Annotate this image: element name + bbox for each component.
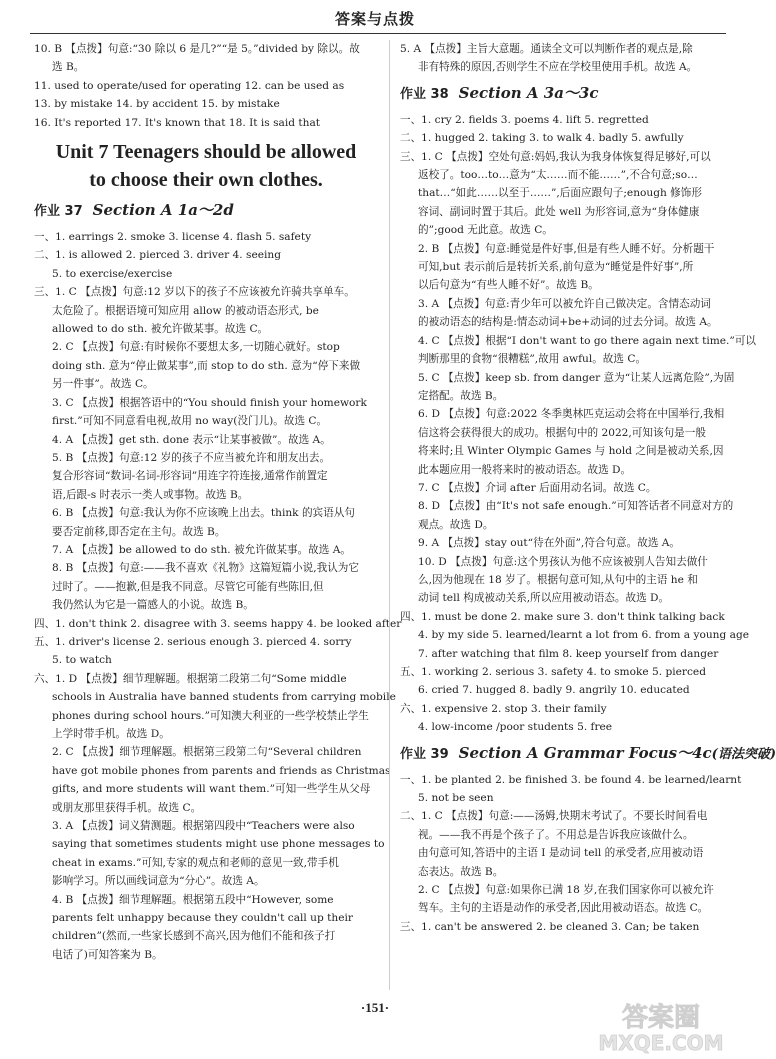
- answer-line: 观点。故选 D。: [418, 518, 494, 531]
- answer-line: 10. B 【点拨】句意:“30 除以 6 是几?”“是 5。”divided by 除以。故: [34, 43, 360, 55]
- answer-line: 影响学习。所以画线词意为“分心”。故选 A。: [52, 875, 265, 888]
- section-heading: [34, 200, 378, 222]
- answer-line: 3. A 【点拨】词义猜测题。根据第四段中“Teachers were also: [52, 820, 355, 833]
- answer-line: first.”可知不同意看电视,故用 no way(没门儿)。故选 C。: [52, 415, 328, 428]
- answer-line: 四、1. don't think 2. disagree with 3. seems happy 4. be looked after: [34, 617, 402, 630]
- answer-line: 4. B 【点拨】细节理解题。根据第五段中“However, some: [52, 893, 334, 906]
- answer-line: 五、1. driver's license 2. serious enough 3. pierced 4. sorry: [34, 635, 352, 648]
- answer-line: 二、1. C 【点拨】句意:——汤姆,快期末考试了。不要长时间看电: [400, 810, 708, 823]
- right-column: [400, 40, 776, 936]
- header-title: 答案与点拨: [334, 10, 415, 28]
- section-heading: [400, 83, 726, 105]
- answer-line: 五、1. working 2. serious 3. safety 4. to smoke 5. pierced: [400, 666, 706, 678]
- answer-line: cheat in exams.”可知,专家的观点和老师的意见一致,带手机: [52, 856, 339, 869]
- answer-line: 六、1. expensive 2. stop 3. their family: [400, 702, 607, 715]
- answer-line: 态表达。故选 B。: [418, 865, 504, 878]
- answer-line: 4. low-income /poor students 5. free: [418, 721, 613, 734]
- answer-line: 信这将会获得很大的成功。根据句中的 2022,可知该句是一般: [418, 426, 706, 439]
- section-subtitle: (语法突破): [711, 746, 776, 762]
- answer-line: 返校了。too…to…意为“太……而不能……”,不合句意;so…: [418, 169, 698, 182]
- page-header: [0, 0, 750, 34]
- answer-line: 8. B 【点拨】句意:——我不喜欢《礼物》这篇短篇小说,我认为它: [52, 562, 359, 575]
- answer-line: 判断那里的食物“很糟糕”,故用 awful。故选 C。: [418, 353, 647, 366]
- answer-line: 2. C 【点拨】句意:如果你已满 18 岁,在我们国家你可以被允许: [418, 884, 714, 897]
- answer-line: 2. C 【点拨】细节理解题。根据第三段第二句“Several children: [52, 746, 362, 759]
- answer-line: 选 B。: [52, 61, 85, 74]
- answer-line: 四、1. must be done 2. make sure 3. don't think talking back: [400, 610, 725, 623]
- answer-line: phones during school hours.”可知澳大利亚的一些学校禁止学生: [52, 709, 369, 722]
- answer-line: 4. C 【点拨】根据“I don't want to go there again next time.”可以: [418, 334, 757, 347]
- watermark-line1: 答案圈: [621, 1003, 701, 1033]
- page-number: ·151·: [360, 1000, 390, 1015]
- section-heading: [400, 743, 776, 765]
- answer-line: children”(然而,一些家长感到不高兴,因为他们不能和孩子打: [52, 930, 336, 943]
- assignment-number: 作业 39: [400, 746, 449, 762]
- answer-line: 可知,but 表示前后是转折关系,前句意为“睡觉是件好事”,所: [418, 261, 694, 274]
- answer-line: 3. C 【点拨】根据答语中的“You should finish your homework: [52, 396, 367, 409]
- assignment-number: 作业 37: [34, 204, 83, 220]
- answer-line: 驾车。主句的主语是动作的承受者,因此用被动语态。故选 C。: [418, 902, 709, 915]
- answer-line: saying that sometimes students might use phone messages to: [52, 838, 385, 851]
- unit-title-line: Unit 7 Teenagers should be allowed: [55, 141, 357, 164]
- answer-line: 2. B 【点拨】句意:睡觉是件好事,但是有些人睡不好。分析题干: [418, 242, 715, 255]
- answer-line: 11. used to operate/used for operating 12. can be used as: [34, 79, 345, 92]
- answer-line: 要否定前移,即否定在主句。故选 B。: [52, 525, 226, 538]
- left-column: [34, 40, 402, 964]
- answer-line: 太危险了。根据语境可知应用 allow 的被动语态形式, be: [52, 304, 319, 317]
- answer-line: gifts, and more students will want them.”可知一些学生从父母: [52, 783, 371, 796]
- answer-line: 2. C 【点拨】句意:有时候你不要想太多,一切随心就好。stop: [52, 341, 340, 354]
- answer-line: parents felt unhappy because they couldn't call up their: [52, 912, 353, 925]
- answer-line: 由句意可知,答语中的主语 I 是动词 tell 的承受者,应用被动语: [418, 847, 704, 860]
- answer-line: 6. cried 7. hugged 8. badly 9. angrily 10. educated: [418, 684, 690, 697]
- answer-line: 5. B 【点拨】句意:12 岁的孩子不应当被允许和朋友出去。: [52, 451, 331, 464]
- answer-line: 一、1. cry 2. fields 3. poems 4. lift 5. regretted: [400, 113, 649, 126]
- answer-line: 定搭配。故选 B。: [418, 389, 504, 402]
- answer-line: doing sth. 意为“停止做某事”,而 stop to do sth. 意为“停下来做: [52, 359, 361, 372]
- answer-line: 复合形容词“数词-名词-形容词”用连字符连接,通常作前置定: [52, 470, 328, 483]
- answer-line: 另一件事”。故选 C。: [52, 378, 154, 391]
- answer-line: 的被动语态的结构是:情态动词+be+动词的过去分词。故选 A。: [418, 316, 718, 329]
- answer-line: 8. D 【点拨】由“It's not safe enough.”可知答话者不同意对方的: [418, 500, 734, 513]
- answer-line: 6. B 【点拨】句意:我认为你不应该晚上出去。think 的宾语从句: [52, 507, 355, 520]
- answer-line: 4. by my side 5. learned/learnt a lot from 6. from a young age: [418, 629, 749, 642]
- answer-line: 非有特殊的原因,否则学生不应在学校里使用手机。故选 A。: [418, 61, 698, 74]
- answer-line: 么,因为他现在 18 岁了。根据句意可知,从句中的主语 he 和: [418, 573, 698, 586]
- answer-line: 三、1. C 【点拨】句意:12 岁以下的孩子不应该被允许骑共享单车。: [34, 286, 355, 299]
- answer-line: 13. by mistake 14. by accident 15. by mistake: [34, 98, 280, 111]
- unit-title-line: to choose their own clothes.: [89, 169, 323, 192]
- answer-line: allowed to do sth. 被允许做某事。故选 C。: [52, 323, 269, 336]
- section-title: Section A 3a～3c: [458, 83, 599, 102]
- answer-line: 5. not be seen: [418, 792, 494, 805]
- section-title: Section A Grammar Focus～4c: [458, 743, 712, 762]
- answer-line: 10. D 【点拨】句意:这个男孩认为他不应该被别人告知去做什: [418, 555, 708, 568]
- answer-line: 过时了。——抱歉,但是我不同意。尽管它可能有些陈旧,但: [52, 580, 324, 593]
- answer-line: 三、1. can't be answered 2. be cleaned 3. Can; be taken: [400, 920, 700, 933]
- watermark-line2: MXQE.COM: [598, 1031, 724, 1055]
- answer-line: 二、1. is allowed 2. pierced 3. driver 4. seeing: [34, 249, 281, 262]
- answer-line: 5. to watch: [52, 654, 112, 667]
- answer-line: 三、1. C 【点拨】空处句意:妈妈,我认为我身体恢复得足够好,可以: [400, 150, 711, 163]
- answer-line: 六、1. D 【点拨】细节理解题。根据第二段第二句“Some middle: [34, 672, 347, 685]
- answer-line: 此本题应用一般将来时的被动语态。故选 D。: [418, 463, 632, 476]
- answer-line: 6. D 【点拨】句意:2022 冬季奥林匹克运动会将在中国举行,我相: [418, 408, 725, 421]
- header-rule: [30, 33, 726, 34]
- answer-line: 容词、副词时置于其后。此处 well 为形容词,意为“身体健康: [418, 205, 700, 218]
- answer-line: 视。——我不再是个孩子了。不用总是告诉我应该做什么。: [418, 828, 694, 841]
- answer-line: 电话了)可知答案为 B。: [52, 948, 163, 961]
- answer-line: 7. C 【点拨】介词 after 后面用动名词。故选 C。: [418, 481, 657, 494]
- answer-line: 语,后跟-s 时表示一类人或事物。故选 B。: [52, 488, 249, 501]
- answer-line: 5. C 【点拨】keep sb. from danger 意为“让某人远离危险”,为固: [418, 371, 735, 384]
- answer-line: 3. A 【点拨】句意:青少年可以被允许自己做决定。含情态动词: [418, 297, 711, 310]
- answer-line: 一、1. earrings 2. smoke 3. license 4. flash 5. safety: [34, 231, 312, 244]
- answer-line: 5. to exercise/exercise: [52, 267, 173, 280]
- section-title: Section A 1a～2d: [92, 201, 234, 220]
- answer-line: schools in Australia have banned students from carrying mobile: [52, 691, 396, 704]
- answer-line: 上学时带手机。故选 D。: [52, 728, 170, 740]
- answer-line: 动词 tell 构成被动关系,所以应用被动语态。故选 D。: [418, 592, 670, 605]
- answer-line: 或朋友那里获得手机。故选 C。: [52, 801, 202, 814]
- answer-line: that…“如此……以至于……”,后面应跟句子;enough 修饰形: [418, 187, 702, 200]
- answer-line: 二、1. hugged 2. taking 3. to walk 4. badly 5. awfully: [400, 132, 684, 145]
- answer-line: 7. A 【点拨】be allowed to do sth. 被允许做某事。故选 A。: [52, 543, 351, 556]
- answer-line: 一、1. be planted 2. be finished 3. be found 4. be learned/learnt: [400, 773, 742, 786]
- answer-line: 5. A 【点拨】主旨大意题。通读全文可以判断作者的观点是,除: [400, 43, 693, 55]
- answer-line: 4. A 【点拨】get sth. done 表示“让某事被做”。故选 A。: [52, 433, 331, 446]
- answer-line: 16. It's reported 17. It's known that 18. It is said that: [34, 116, 321, 129]
- assignment-number: 作业 38: [400, 86, 449, 102]
- answer-line: 7. after watching that film 8. keep yourself from danger: [418, 647, 719, 660]
- answer-line: 的”;good 无此意。故选 C。: [418, 224, 553, 237]
- answer-line: 以后句意为“有些人睡不好”。故选 B。: [418, 279, 599, 292]
- unit-title: [34, 138, 378, 194]
- watermark-logo: [586, 1000, 736, 1056]
- answer-line: 我仍然认为它是一篇感人的小说。故选 B。: [52, 599, 254, 612]
- answer-line: 将来时;且 Winter Olympic Games 与 hold 之间是被动关系,因: [418, 445, 724, 458]
- column-divider: [389, 40, 390, 990]
- answer-line: have got mobile phones from parents and friends as Christmas: [52, 764, 391, 777]
- answer-line: 9. A 【点拨】stay out“待在外面”,符合句意。故选 A。: [418, 537, 681, 550]
